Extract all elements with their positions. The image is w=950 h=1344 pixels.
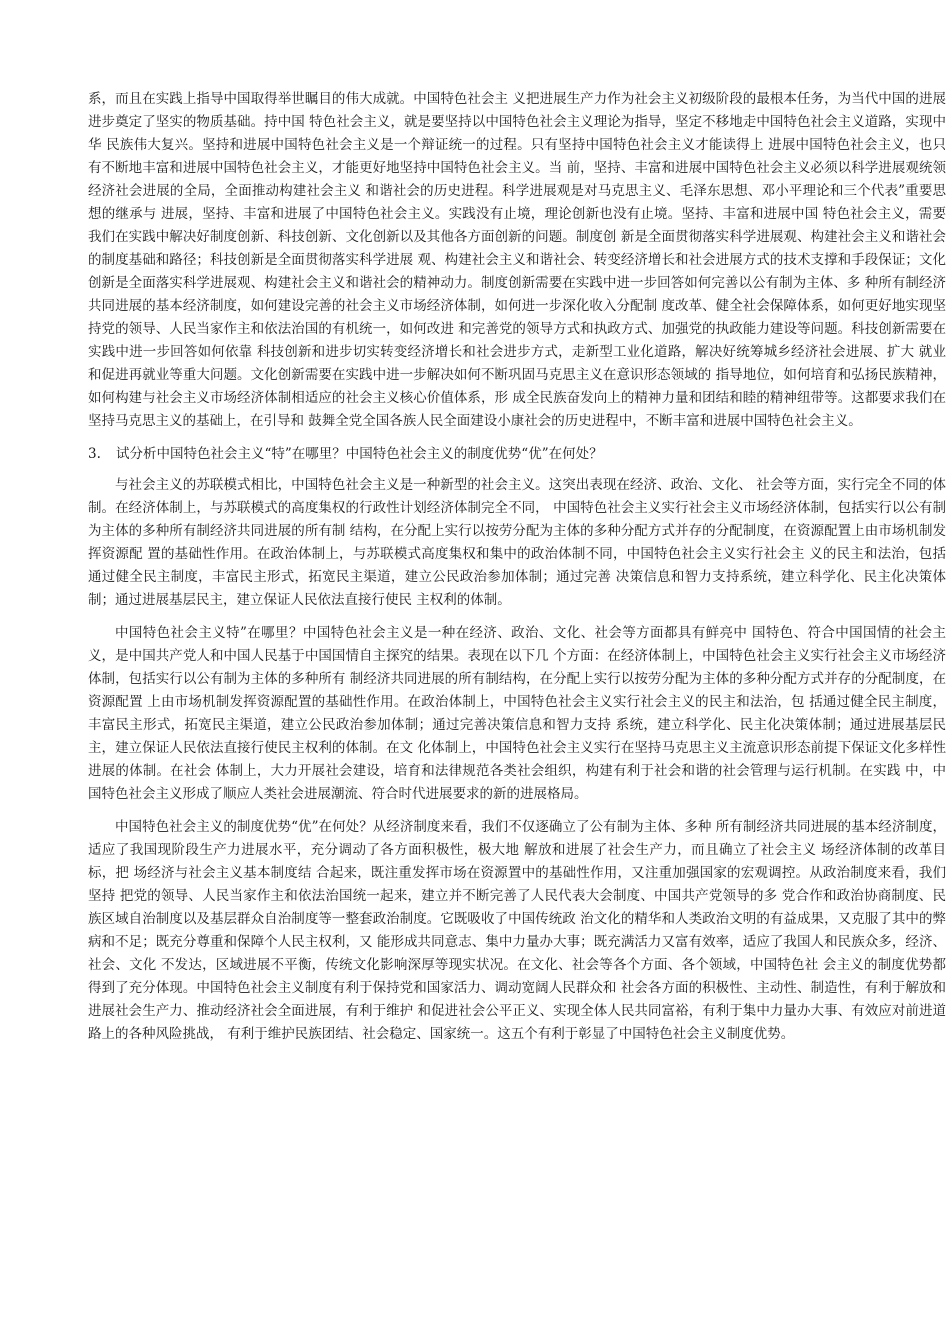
- question-text: 试分析中国特色社会主义“特”在哪里？中国特色社会主义的制度优势“优”在何处？: [116, 446, 603, 462]
- answer-paragraph-comparison: 与社会主义的苏联模式相比，中国特色社会主义是一种新型的社会主义。这突出表现在经济、政治、文化、 社会等方面，实行完全不同的体制。在经济体制上，与苏联模式的高度集权的行政性计划经济体制完全不同， 中国特色社会主义实行社会主义市场经济体制，包括实行以公有制为主体的多种所有制经济共同进展的所有制 结构，在分配上实行以按劳分配为主体的多种分配方式并存的分配制度，在资源配置上由市场机制发挥资源配 置的基础性作用。在政治体制上，与苏联模式高度集权和集中的政治体制不同，中国特色社会主义实行社会主 义的民主和法治，包括通过健全民主制度，丰富民主形式，拓宽民主渠道，建立公民政治参加体制；通过完善 决策信息和智力支持系统，建立科学化、民主化决策体制；通过进展基层民主，建立保证人民依法直接行使民 主权利的体制。: [88, 477, 946, 608]
- continued-paragraph: 系，而且在实践上指导中国取得举世瞩目的伟大成就。中国特色社会主 义把进展生产力作为社会主义初级阶段的最根本任务，为当代中国的进展进步奠定了坚实的物质基础。持中国 特色社会主义，就是要坚持以中国特色社会主义理论为指导，坚定不移地走中国特色社会主义道路，实现中华 民族伟大复兴。坚持和进展中国特色社会主义是一个辩证统一的过程。只有坚持中国特色社会主义才能读得上 进展中国特色社会主义，也只有不断地丰富和进展中国特色社会主义，才能更好地坚持中国特色社会主义。当 前，坚持、丰富和进展中国特色社会主义必须以科学进展观统领经济社会进展的全局，全面推动构建社会主义 和谐社会的历史进程。科学进展观是对马克思主义、毛泽东思想、邓小平理论和三个代表”重要思想的继承与 进展，坚持、丰富和进展了中国特色社会主义。实践没有止境，理论创新也没有止境。坚持、丰富和进展中国 特色社会主义，需要我们在实践中解决好制度创新、科技创新、文化创新以及其他各方面创新的问题。制度创 新是全面贯彻落实科学进展观、构建社会主义和谐社会的制度基础和路径；科技创新是全面贯彻落实科学进展 观、构建社会主义和谐社会、转变经济增长和社会进展方式的技术支撑和手段保证；文化创新是全面落实科学进展观、构建社会主义和谐社会的精神动力。制度创新需要在实践中进一步回答如何完善以公有制为主体、多 种所有制经济共同进展的基本经济制度，如何建设完善的社会主义市场经济体制，如何进一步深化收入分配制 度改革、健全社会保障体系，如何更好地实现坚持党的领导、人民当家作主和依法治国的有机统一，如何改进 和完善党的领导方式和执政方式、加强党的执政能力建设等问题。科技创新需要在实践中进一步回答如何依靠 科技创新和进步切实转变经济增长和社会进步方式，走新型工业化道路，解决好统筹城乡经济社会进展、扩大 就业和促进再就业等重大问题。文化创新需要在实践中进一步解决如何不断巩固马克思主义在意识形态领域的 指导地位，如何培育和弘扬民族精神，如何构建与社会主义市场经济体制相适应的社会主义核心价值体系，形 成全民族奋发向上的精神力量和团结和睦的精神纽带等。这都要求我们在坚持马克思主义的基础上，在引导和 鼓舞全党全国各族人民全面建设小康社会的历史进程中，不断丰富和进展中国特色社会主义。: [88, 91, 946, 429]
- document-page: [88, 88, 946, 1046]
- answer-paragraph-advantages: 中国特色社会主义的制度优势“优”在何处？从经济制度来看，我们不仅逐确立了公有制为主体、多种 所有制经济共同进展的基本经济制度，适应了我国现阶段生产力进展水平，充分调动了各方面积极性，极大地 解放和进展了社会生产力，而且确立了社会主义 场经济体制的改革目标，把 场经济与社会主义基本制度结 合起来，既注重发挥市场在资源置中的基础性作用，又注重加强国家的宏观调控。从政治制度来看，我们坚持 把党的领导、人民当家作主和依法治国统一起来，建立并不断完善了人民代表大会制度、中国共产党领导的多 党合作和政治协商制度、民族区域自治制度以及基层群众自治制度等一整套政治制度。它既吸收了中国传统政 治文化的精华和人类政治文明的有益成果，又克服了其中的弊病和不足；既充分尊重和保障个人民主权利，又 能形成共同意志、集中力量办大事；既充满活力又富有效率，适应了我国人和民族众多，经济、社会、文化 不发达，区域进展不平衡，传统文化影响深厚等现实状况。在文化、社会等各个方面、各个领域，中国特色社 会主义的制度优势都得到了充分体现。中国特色社会主义制度有利于保持党和国家活力、调动宽阔人民群众和 社会各方面的积极性、主动性、制造性，有利于解放和进展社会生产力、推动经济社会全面进展，有利于维护 和促进社会公平正义、实现全体人民共同富裕，有利于集中力量办大事、有效应对前进道路上的各种风险挑战， 有利于维护民族团结、社会稳定、国家统一。这五个有利于彰显了中国特色社会主义制度优势。: [88, 819, 946, 1042]
- question-number: 3.: [88, 446, 101, 462]
- answer-paragraph-characteristics: 中国特色社会主义特”在哪里？中国特色社会主义是一种在经济、政治、文化、社会等方面都具有鲜亮中 国特色、符合中国国情的社会主义，是中国共产党人和中国人民基于中国国情自主探究的结果。表现在以下几 个方面：在经济体制上，中国特色社会主义实行社会主义市场经济体制，包括实行以公有制为主体的多种所有 制经济共同进展的所有制结构，在分配上实行以按劳分配为主体的多种分配方式并存的分配制度，在资源配置 上由市场机制发挥资源配置的基础性作用。在政治体制上，中国特色社会主义实行社会主义的民主和法治，包 括通过健全民主制度，丰富民主形式，拓宽民主渠道，建立公民政治参加体制；通过完善决策信息和智力支持 系统，建立科学化、民主化决策体制；通过进展基层民主，建立保证人民依法直接行使民主权利的体制。在文 化体制上，中国特色社会主义实行在坚持马克思主义主流意识形态前提下保证文化多样性进展的体制。在社会 体制上，大力开展社会建设，培育和法律规范各类社会组织，构建有利于社会和谐的社会管理与运行机制。在实践 中，中国特色社会主义形成了顺应人类社会进展潮流、符合时代进展要求的新的进展格局。: [88, 625, 946, 802]
- question-heading: [88, 443, 946, 466]
